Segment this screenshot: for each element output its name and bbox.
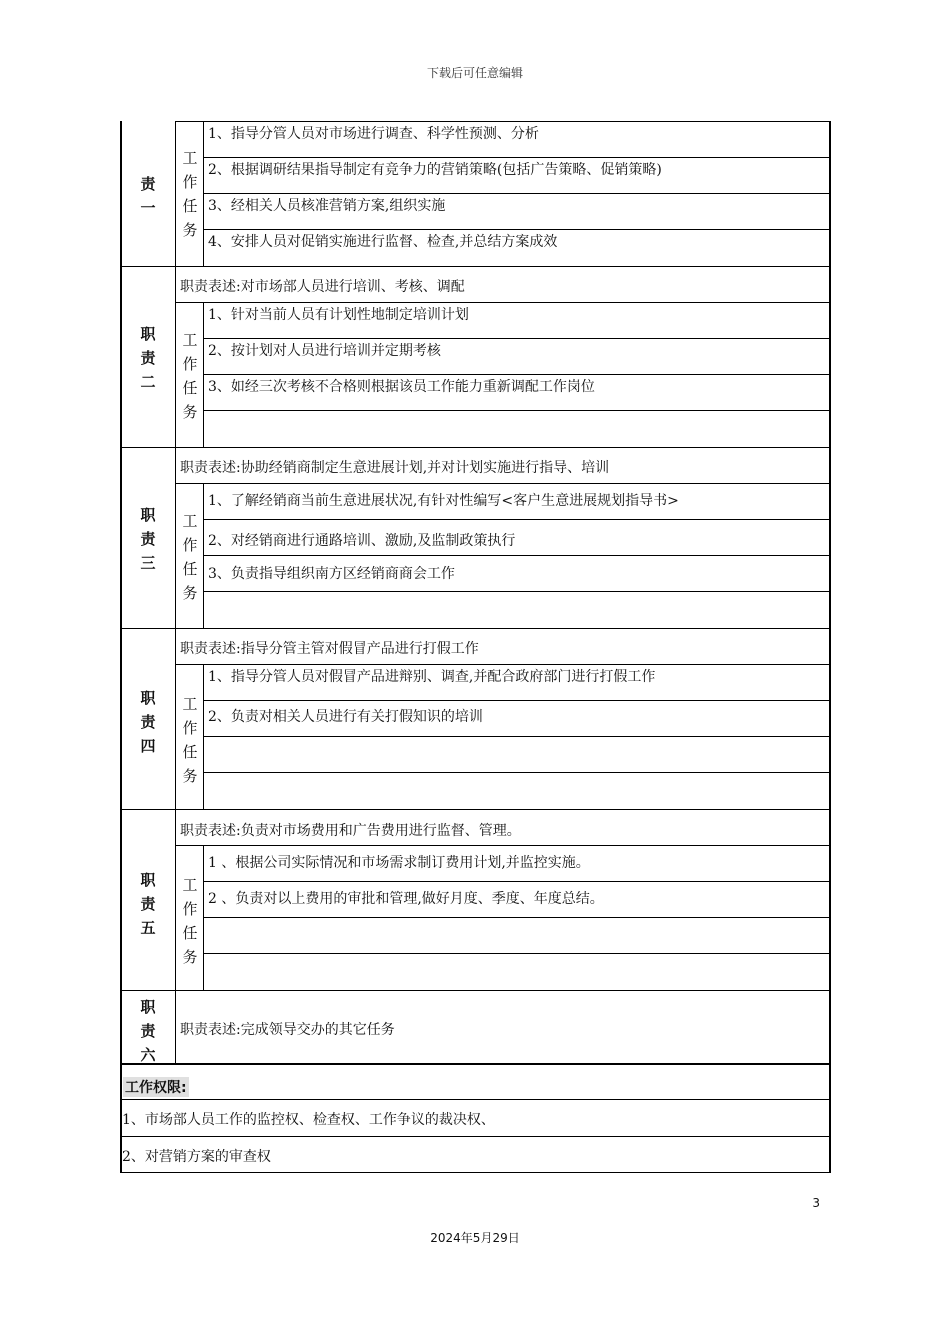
duty-separator xyxy=(120,1063,831,1065)
table-border-right xyxy=(829,121,831,1173)
desc-row-line xyxy=(175,664,831,665)
task-item: 3、负责指导组织南方区经销商商会工作 xyxy=(208,566,455,582)
duty-separator xyxy=(120,447,831,448)
task-item: 3、如经三次考核不合格则根据该员工作能力重新调配工作岗位 xyxy=(208,379,595,395)
task-row-line xyxy=(203,338,831,339)
task-item: 1、指导分管人员对假冒产品进辩别、调查,并配合政府部门进行打假工作 xyxy=(208,669,656,685)
task-row-line xyxy=(203,555,831,556)
duty-separator xyxy=(120,809,831,810)
task-item: 1、指导分管人员对市场进行调查、科学性预测、分析 xyxy=(208,126,539,142)
task-row-line xyxy=(203,410,831,411)
duty-name-5: 职 责 五 xyxy=(140,871,156,937)
row-separator xyxy=(120,1136,831,1137)
duty-separator xyxy=(120,990,831,991)
duty-separator xyxy=(120,628,831,629)
task-row-line xyxy=(203,374,831,375)
work-task-label: 工 作 任 务 xyxy=(182,695,198,785)
table-border-top xyxy=(175,121,831,122)
task-row-line xyxy=(203,193,831,194)
task-item: 4、安排人员对促销实施进行监督、检查,并总结方案成效 xyxy=(208,234,558,250)
authority-item: 1、市场部人员工作的监控权、检查权、工作争议的裁决权、 xyxy=(122,1112,495,1128)
task-item: 2、按计划对人员进行培训并定期考核 xyxy=(208,343,441,359)
desc-row-line xyxy=(175,483,831,484)
work-task-label: 工 作 任 务 xyxy=(182,512,198,602)
duty-name-4: 职 责 四 xyxy=(140,689,156,755)
duty-description: 职责表述:负责对市场费用和广告费用进行监督、管理。 xyxy=(180,823,521,839)
duty-description: 职责表述:完成领导交办的其它任务 xyxy=(180,1022,395,1038)
footer-date: 2024年5月29日 xyxy=(430,1231,520,1245)
task-item: 1 、根据公司实际情况和市场需求制订费用计划,并监控实施。 xyxy=(208,855,590,871)
task-row-line xyxy=(203,772,831,773)
duty-name-3: 职 责 三 xyxy=(140,506,156,572)
desc-row-line xyxy=(175,845,831,846)
task-row-line xyxy=(203,157,831,158)
task-row-line xyxy=(203,881,831,882)
task-item: 1、了解经销商当前生意进展状况,有针对性编写<客户生意进展规划指导书> xyxy=(208,493,679,509)
task-item: 1、针对当前人员有计划性地制定培训计划 xyxy=(208,307,469,323)
desc-row-line xyxy=(175,302,831,303)
work-task-label: 工 作 任 务 xyxy=(182,331,198,421)
row-separator xyxy=(120,1099,831,1100)
duty-column-divider xyxy=(175,121,176,1065)
duty-description: 职责表述:对市场部人员进行培训、考核、调配 xyxy=(180,279,465,295)
task-row-line xyxy=(203,591,831,592)
duty-description: 职责表述:协助经销商制定生意进展计划,并对计划实施进行指导、培训 xyxy=(180,460,610,476)
duty-name-6: 职 责 六 xyxy=(140,998,156,1064)
table-border-bottom xyxy=(120,1172,831,1173)
task-row-line xyxy=(203,229,831,230)
task-item: 2、负责对相关人员进行有关打假知识的培训 xyxy=(208,709,483,725)
task-item: 2 、负责对以上费用的审批和管理,做好月度、季度、年度总结。 xyxy=(208,891,604,907)
task-item: 3、经相关人员核准营销方案,组织实施 xyxy=(208,198,446,214)
work-task-label: 工 作 任 务 xyxy=(182,876,198,966)
task-row-line xyxy=(203,519,831,520)
duty-separator xyxy=(120,266,831,267)
task-row-line xyxy=(203,953,831,954)
page-number: 3 xyxy=(812,1196,820,1210)
authority-title: 工作权限: xyxy=(123,1077,189,1097)
task-item: 2、根据调研结果指导制定有竞争力的营销策略(包括广告策略、促销策略) xyxy=(208,162,662,178)
work-task-label: 工 作 任 务 xyxy=(182,149,198,239)
header-note: 下载后可任意编辑 xyxy=(426,66,523,80)
duty-name-2: 职 责 二 xyxy=(140,325,156,391)
task-row-line xyxy=(203,917,831,918)
duty-description: 职责表述:指导分管主管对假冒产品进行打假工作 xyxy=(180,641,479,657)
task-item: 2、对经销商进行通路培训、激励,及监制政策执行 xyxy=(208,533,516,549)
task-row-line xyxy=(203,736,831,737)
duty-name-1: 责 一 xyxy=(140,175,156,217)
authority-item: 2、对营销方案的审查权 xyxy=(122,1149,271,1165)
task-row-line xyxy=(203,700,831,701)
